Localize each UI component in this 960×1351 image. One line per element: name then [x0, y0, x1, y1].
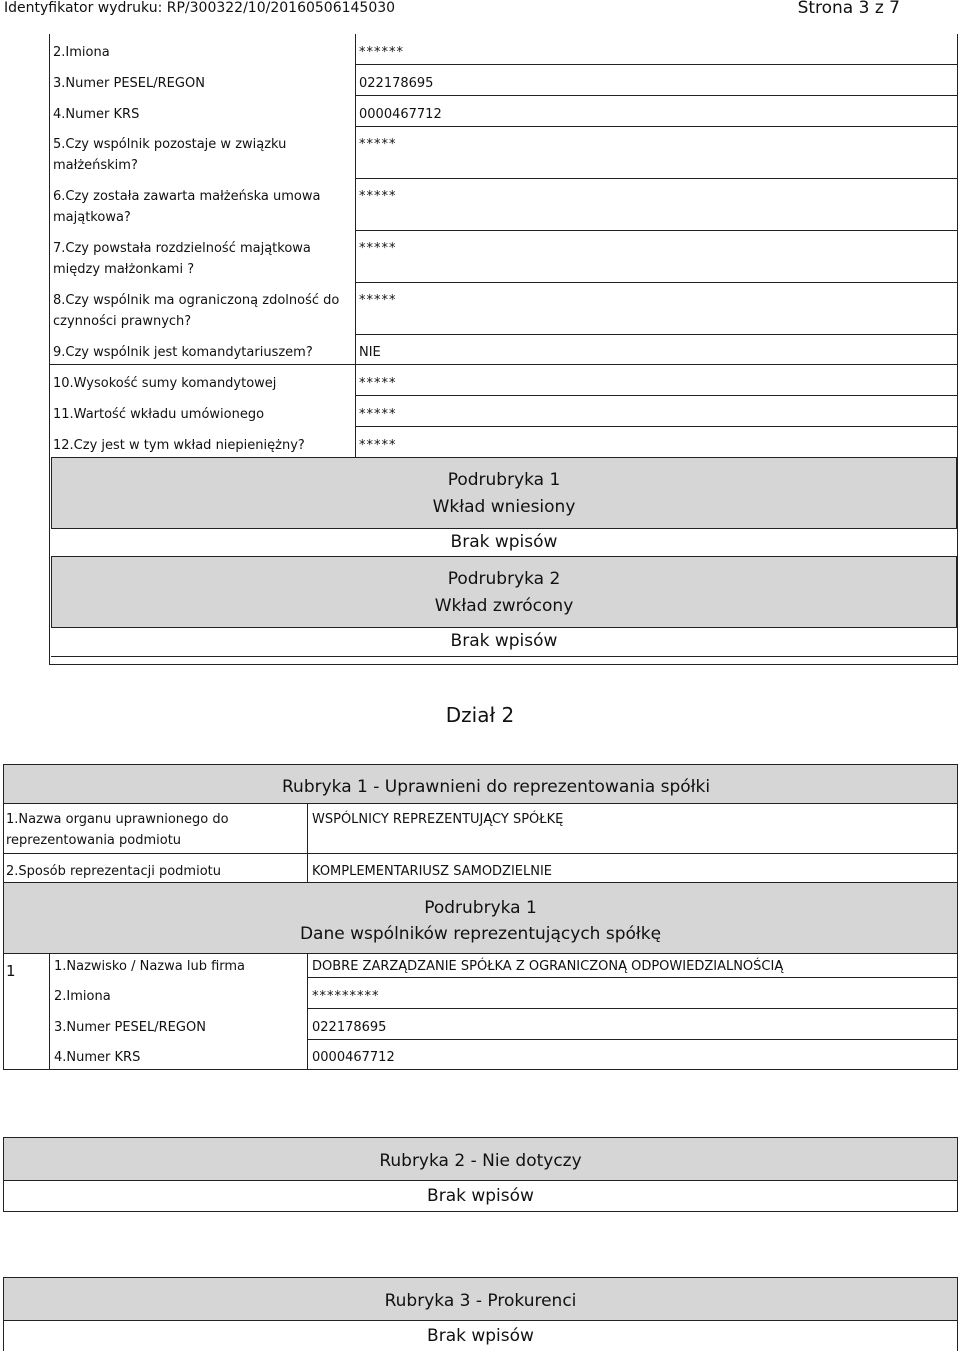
subsection-subtitle: Wkład zwrócony: [434, 596, 574, 616]
empty-entries-label: Brak wpisów: [450, 631, 558, 651]
entry-label-krs: 4.Numer KRS: [54, 1050, 141, 1065]
subsection-header-wklad-wniesiony: [51, 457, 957, 529]
field-value-umowa: *****: [359, 189, 397, 204]
field-label-wklad: 11.Wartość wkładu umówionego: [53, 407, 265, 422]
field-value-sposob: KOMPLEMENTARIUSZ SAMODZIELNIE: [312, 864, 553, 879]
label-line: 6.Czy została zawarta małżeńska umowa: [53, 189, 321, 204]
label-line: małżeńskim?: [53, 158, 138, 173]
subsection-subtitle: Dane wspólników reprezentujących spółkę: [299, 924, 662, 944]
empty-entries-label: Brak wpisów: [427, 1186, 534, 1206]
label-line: majątkowa?: [53, 210, 131, 225]
field-value-komandytariusz: NIE: [359, 345, 381, 360]
field-value-zdolnosc: *****: [359, 293, 397, 308]
rubryka-3-body: [3, 1320, 958, 1351]
field-value-krs: 0000467712: [359, 107, 442, 122]
page-number: Strona 3 z 7: [797, 0, 900, 18]
field-value-pesel: 022178695: [359, 76, 434, 91]
label-line: 8.Czy wspólnik ma ograniczoną zdolność do: [53, 293, 340, 308]
subsection-subtitle: Wkład wniesiony: [432, 497, 576, 517]
field-label-umowa: [53, 186, 320, 228]
print-identifier: Identyfikator wydruku: RP/300322/10/20160506145030: [4, 0, 396, 16]
field-label-imiona: 2.Imiona: [53, 45, 110, 60]
entry-label-pesel: 3.Numer PESEL/REGON: [54, 1020, 206, 1035]
subsection-header-wspolnicy: [3, 882, 958, 954]
field-value-malzenstwo: *****: [359, 137, 397, 152]
field-label-krs: 4.Numer KRS: [53, 107, 140, 122]
field-label-niepieniezny: 12.Czy jest w tym wkład niepieniężny?: [53, 438, 305, 453]
field-label-malzenstwo: [53, 134, 286, 176]
entry-label-nazwa: 1.Nazwisko / Nazwa lub firma: [54, 959, 246, 974]
label-line: między małżonkami ?: [53, 262, 195, 277]
entry-label-imiona: 2.Imiona: [54, 989, 111, 1004]
field-label-organ: [6, 809, 229, 851]
rubryka-3-title: Rubryka 3 - Prokurenci: [384, 1291, 577, 1311]
label-line: reprezentowania podmiotu: [6, 833, 182, 848]
entry-index: 1: [6, 962, 16, 980]
field-value-imiona: ******: [359, 45, 404, 60]
subsection-header-wklad-zwrocony: [51, 556, 957, 628]
field-label-suma: 10.Wysokość sumy komandytowej: [53, 376, 277, 391]
label-line: 5.Czy wspólnik pozostaje w związku: [53, 137, 287, 152]
rubryka-1-title: Rubryka 1 - Uprawnieni do reprezentowania spółki: [282, 777, 711, 797]
rubryka-2-title: Rubryka 2 - Nie dotyczy: [379, 1151, 582, 1171]
subsection-title: Podrubryka 2: [447, 569, 561, 589]
field-value-niepieniezny: *****: [359, 438, 397, 453]
label-line: czynności prawnych?: [53, 314, 192, 329]
field-label-zdolnosc: [53, 290, 339, 332]
label-line: 7.Czy powstała rozdzielność majątkowa: [53, 241, 311, 256]
field-label-pesel: 3.Numer PESEL/REGON: [53, 76, 205, 91]
section-heading: Dział 2: [445, 703, 515, 727]
field-label-rozdzielnosc: [53, 238, 311, 280]
empty-entries-label: Brak wpisów: [450, 532, 558, 552]
rubryka-2-body: [3, 1180, 958, 1212]
rubryka-2-header: [3, 1137, 958, 1181]
field-value-organ: WSPÓLNICY REPREZENTUJĄCY SPÓŁKĘ: [312, 812, 564, 827]
field-value-rozdzielnosc: *****: [359, 241, 397, 256]
empty-entries-label: Brak wpisów: [427, 1326, 534, 1346]
rubryka-1-header: [3, 764, 958, 804]
field-label-sposob: 2.Sposób reprezentacji podmiotu: [6, 864, 221, 879]
entry-value-krs: 0000467712: [312, 1050, 395, 1065]
subsection-title: Podrubryka 1: [424, 898, 537, 918]
field-value-suma: *****: [359, 376, 397, 391]
field-label-komandytariusz: 9.Czy wspólnik jest komandytariuszem?: [53, 345, 313, 360]
field-value-wklad: *****: [359, 407, 397, 422]
rubryka-3-header: [3, 1277, 958, 1321]
entry-value-pesel: 022178695: [312, 1020, 387, 1035]
entry-value-nazwa: DOBRE ZARZĄDZANIE SPÓŁKA Z OGRANICZONĄ ODPOWIEDZIALNOŚCIĄ: [312, 959, 784, 974]
entry-value-imiona: *********: [312, 989, 380, 1004]
label-line: 1.Nazwa organu uprawnionego do: [6, 812, 229, 827]
subsection-title: Podrubryka 1: [447, 470, 561, 490]
